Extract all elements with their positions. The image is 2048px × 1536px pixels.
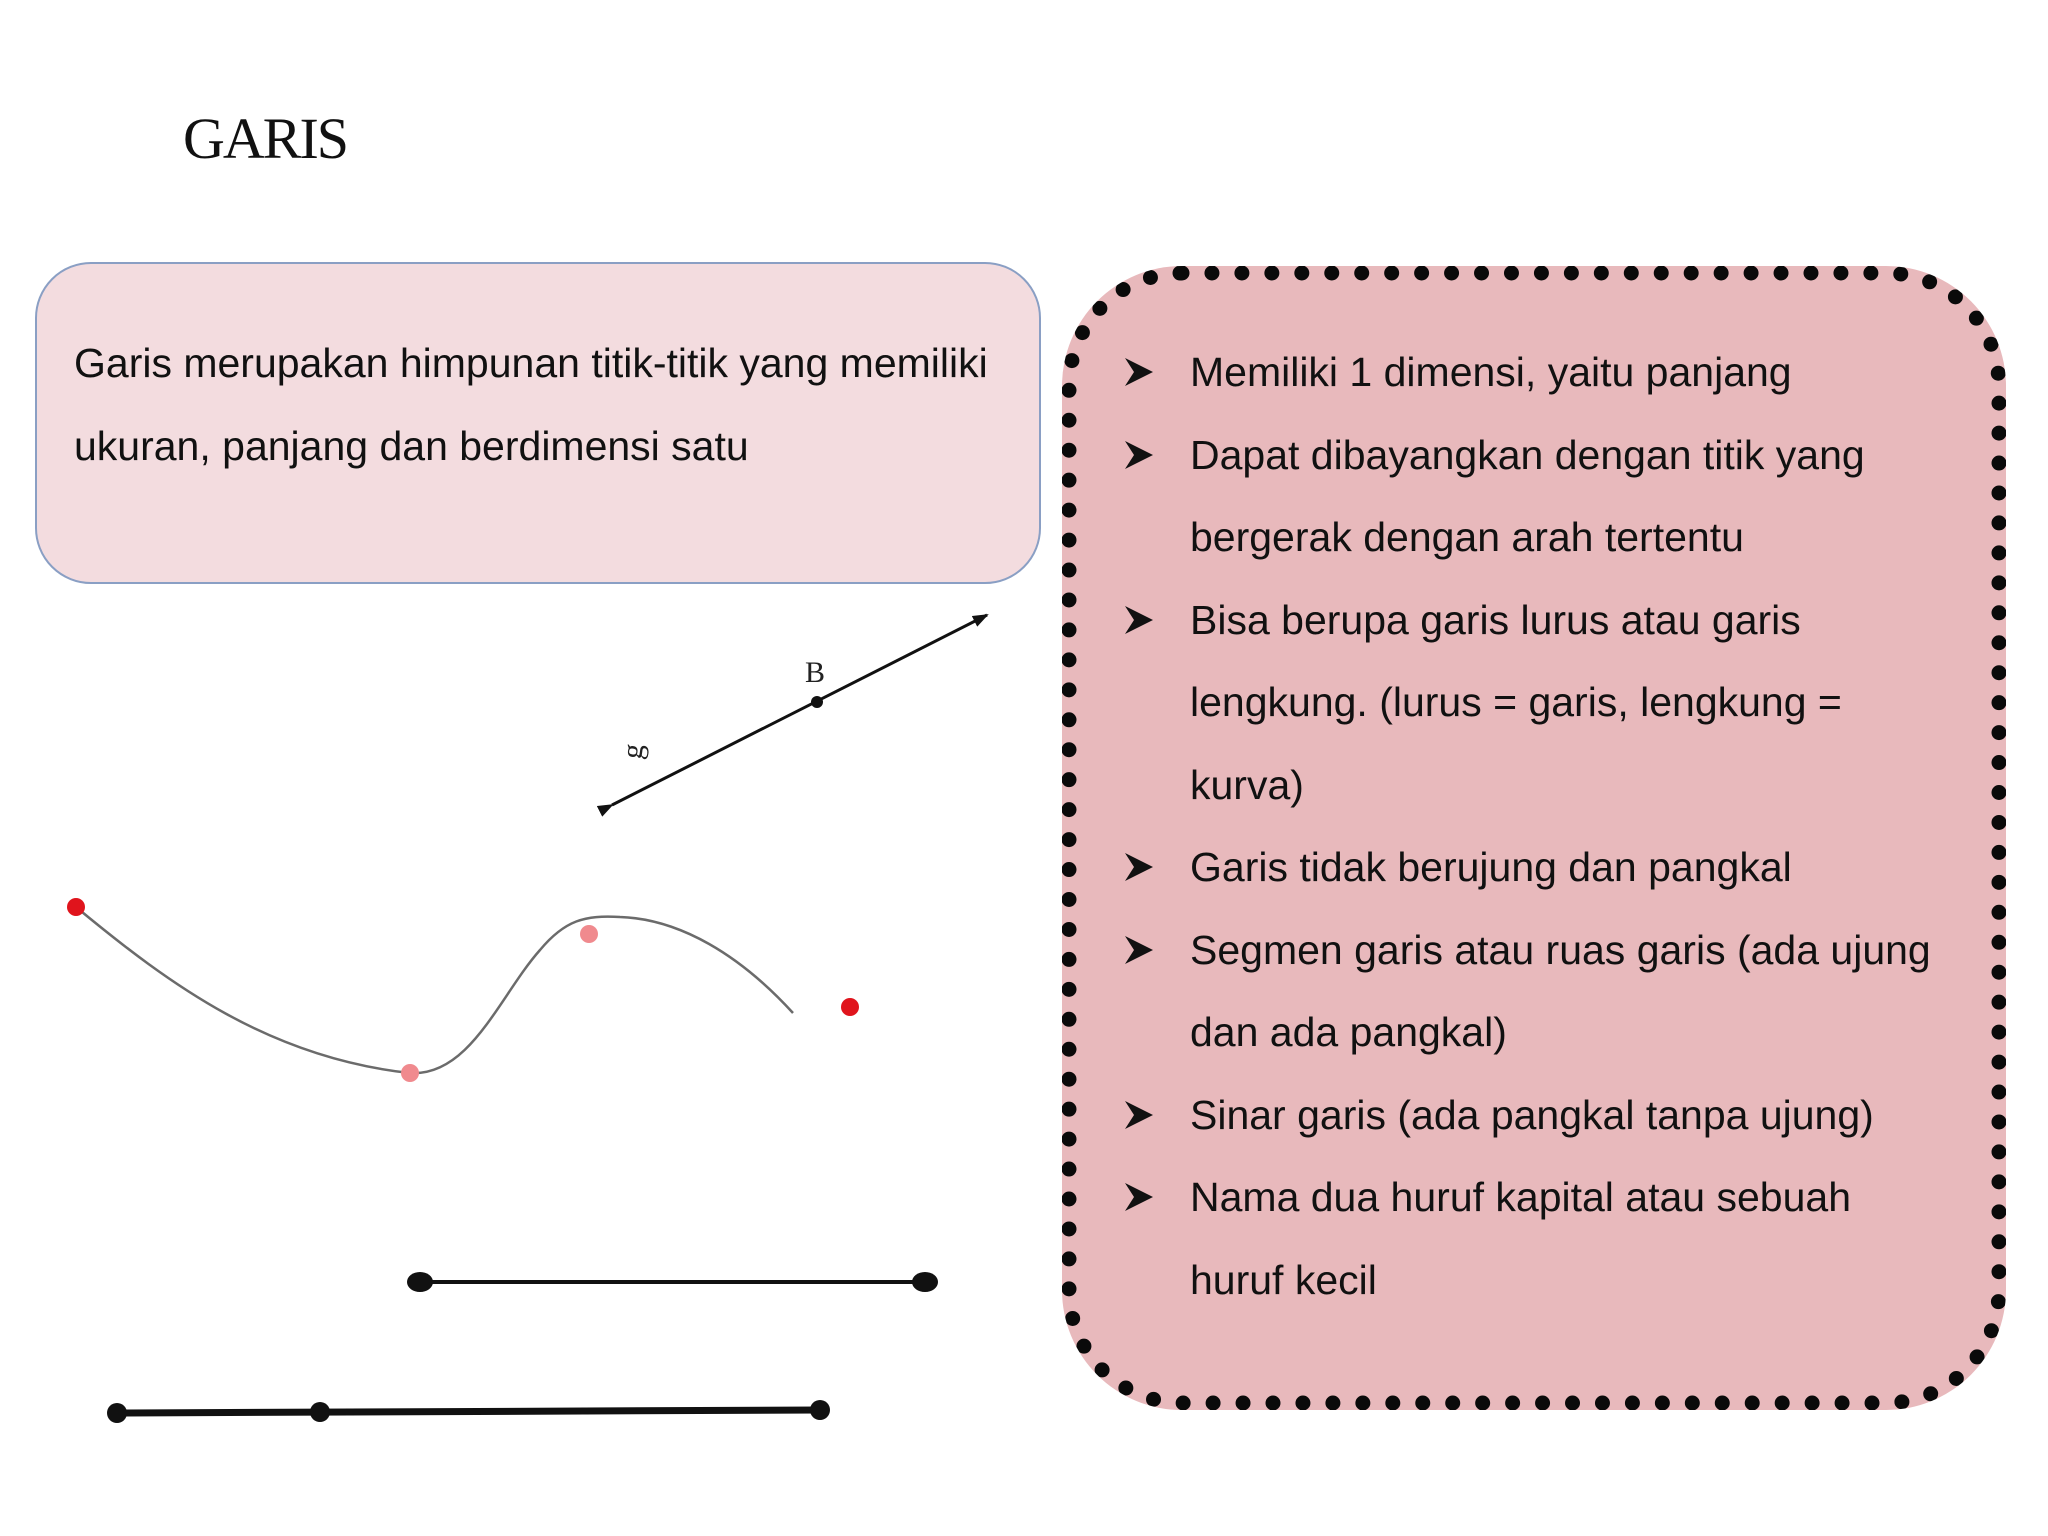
arrowhead-bullet-icon bbox=[1122, 414, 1190, 496]
line-illustrations bbox=[40, 595, 1050, 1495]
properties-item bbox=[1122, 1156, 1951, 1321]
three-point-line-point-3 bbox=[810, 1400, 830, 1420]
arrowhead-bullet-icon bbox=[1122, 826, 1190, 908]
properties-item bbox=[1122, 1074, 1951, 1157]
definition-text: Garis merupakan himpunan titik-titik yang memiliki ukuran, panjang dan berdimensi satu bbox=[74, 340, 988, 469]
properties-item-text: Sinar garis (ada pangkal tanpa ujung) bbox=[1190, 1091, 1874, 1138]
properties-box bbox=[1062, 266, 2006, 1410]
arrowhead-bullet-icon bbox=[1122, 579, 1190, 661]
three-point-line bbox=[107, 1400, 830, 1423]
line-segment bbox=[407, 1272, 938, 1292]
properties-item-text: Dapat dibayangkan dengan titik yang bergerak dengan arah tertentu bbox=[1190, 431, 1865, 560]
arrowhead-bullet-icon bbox=[1122, 331, 1190, 413]
line-g-label: g bbox=[615, 741, 651, 761]
arrowhead-bullet-icon bbox=[1122, 1074, 1190, 1156]
properties-item bbox=[1122, 331, 1951, 414]
segment-endpoint-left bbox=[407, 1272, 433, 1292]
properties-list bbox=[1122, 331, 1951, 1321]
properties-item-text: Segmen garis atau ruas garis (ada ujung dan ada pangkal) bbox=[1190, 926, 1931, 1055]
properties-item bbox=[1122, 909, 1951, 1074]
properties-item-text: Garis tidak berujung dan pangkal bbox=[1190, 844, 1792, 890]
curve-stroke bbox=[76, 907, 793, 1073]
curve-point-valley bbox=[401, 1064, 419, 1082]
three-point-line-point-1 bbox=[107, 1403, 127, 1423]
three-point-line-point-2 bbox=[310, 1402, 330, 1422]
properties-item bbox=[1122, 826, 1951, 909]
line-g-stroke bbox=[612, 615, 987, 805]
curve-point-peak bbox=[580, 925, 598, 943]
curve-point-end bbox=[841, 998, 859, 1016]
line-g bbox=[612, 615, 987, 805]
properties-item-text: Bisa berupa garis lurus atau garis lengkung. (lurus = garis, lengkung = kurva) bbox=[1190, 596, 1842, 808]
segment-endpoint-right bbox=[912, 1272, 938, 1292]
curve-point-start bbox=[67, 898, 85, 916]
arrowhead-bullet-icon bbox=[1122, 909, 1190, 991]
three-point-line-stroke bbox=[117, 1410, 820, 1413]
point-b-label: B bbox=[805, 656, 826, 689]
curve-line bbox=[67, 898, 859, 1082]
point-b bbox=[811, 696, 823, 708]
arrowhead-bullet-icon bbox=[1122, 1156, 1190, 1238]
properties-item-text: Memiliki 1 dimensi, yaitu panjang bbox=[1190, 349, 1792, 395]
definition-box bbox=[35, 262, 1041, 584]
properties-item-text: Nama dua huruf kapital atau sebuah huruf kecil bbox=[1190, 1174, 1852, 1303]
properties-item bbox=[1122, 579, 1951, 827]
line-illustrations-svg bbox=[40, 595, 1050, 1495]
properties-item bbox=[1122, 414, 1951, 579]
page-title: GARIS bbox=[183, 106, 348, 171]
